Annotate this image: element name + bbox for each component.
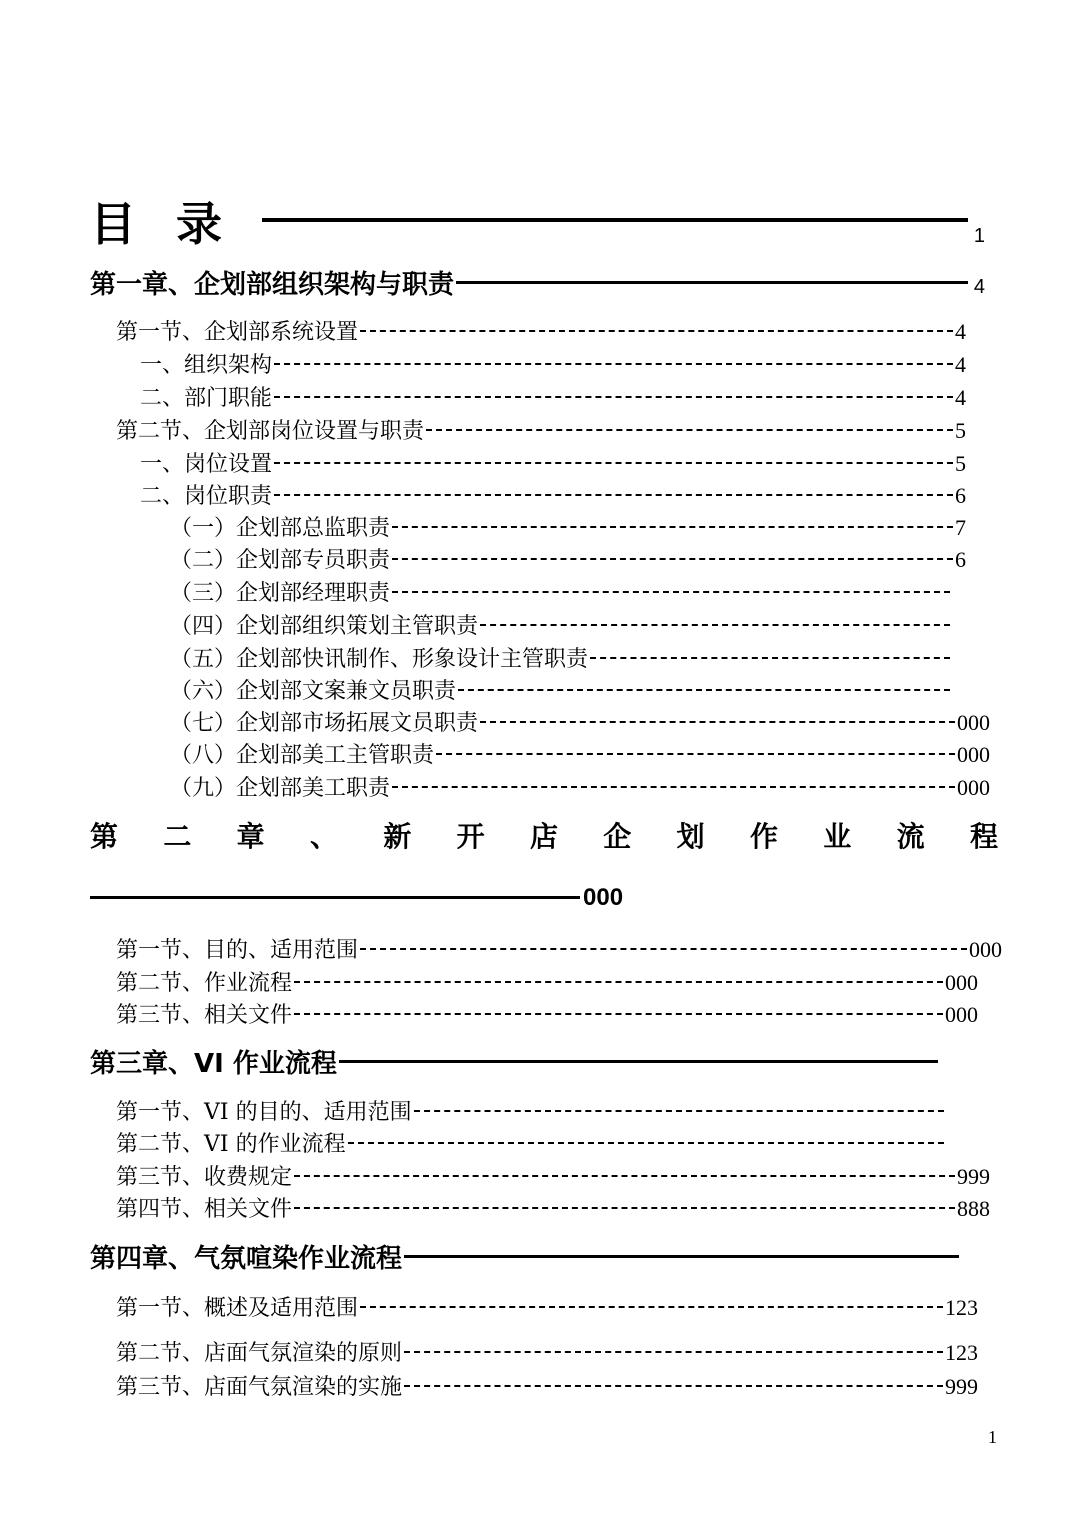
toc-entry-page: 000 xyxy=(945,970,978,995)
toc-entry-page: 123 xyxy=(945,1340,978,1365)
toc-entry-page: 7 xyxy=(955,515,966,540)
chapter-2-char: 第 xyxy=(90,820,119,853)
chapter-2-char: 划 xyxy=(676,820,705,853)
toc-entry-page: 4 xyxy=(955,352,966,377)
toc-entry xyxy=(116,414,966,445)
toc-entry xyxy=(170,771,990,802)
toc-entry-leader xyxy=(294,981,943,983)
toc-entry xyxy=(170,674,952,705)
toc-entry-page: 888 xyxy=(957,1196,990,1221)
toc-entry xyxy=(116,315,966,346)
toc-entry-label: 第一节、企划部系统设置 xyxy=(116,320,359,345)
toc-entry-page: 000 xyxy=(957,775,990,800)
toc-entry-page: 123 xyxy=(945,1295,978,1320)
toc-entry-label: 第二节、店面气氛渲染的原则 xyxy=(116,1341,403,1366)
toc-entry-leader xyxy=(590,657,950,659)
toc-entry-label: 第四节、相关文件 xyxy=(116,1197,293,1222)
chapter-2-char: 新 xyxy=(383,820,412,853)
toc-entry-label: 第三节、收费规定 xyxy=(116,1165,293,1190)
toc-entry-leader xyxy=(480,721,955,723)
toc-entry xyxy=(140,479,966,510)
chapter-2-char: 作 xyxy=(749,820,778,853)
toc-entry xyxy=(140,381,966,412)
chapter-1-leader xyxy=(456,281,968,284)
toc-entry xyxy=(116,1127,946,1158)
toc-entry-label: 一、组织架构 xyxy=(140,353,273,378)
toc-entry-label: 第二节、作业流程 xyxy=(116,971,293,996)
toc-entry xyxy=(116,1160,990,1191)
toc-entry xyxy=(140,447,966,478)
toc-entry-leader xyxy=(414,1110,944,1112)
toc-entry-label: （八）企划部美工主管职责 xyxy=(170,743,435,768)
toc-entry-label: （七）企划部市场拓展文员职责 xyxy=(170,711,479,736)
toc-entry-leader xyxy=(392,591,950,593)
toc-entry-leader xyxy=(294,1207,955,1209)
toc-entry-label: 第二节、企划部岗位设置与职责 xyxy=(116,419,425,444)
toc-entry xyxy=(116,1336,978,1367)
toc-entry-leader xyxy=(392,558,953,560)
toc-entry-label: 二、岗位职责 xyxy=(140,484,273,509)
toc-entry-leader xyxy=(392,786,955,788)
chapter-2-char: 业 xyxy=(823,820,852,853)
toc-entry xyxy=(170,511,966,542)
chapter-2-page: 000 xyxy=(583,884,624,911)
toc-entry-label: （一）企划部总监职责 xyxy=(170,516,391,541)
toc-entry-label: （九）企划部美工职责 xyxy=(170,776,391,801)
chapter-4-heading xyxy=(90,1238,965,1274)
chapter-1-label: 第一章、企划部组织架构与职责 xyxy=(90,270,455,300)
chapter-3-label: 第三章、VI 作业流程 xyxy=(90,1049,337,1079)
chapter-2-heading xyxy=(90,815,998,855)
chapter-3-leader xyxy=(339,1060,938,1063)
toc-entry xyxy=(170,642,952,673)
toc-entry-leader xyxy=(274,462,953,464)
toc-entry xyxy=(170,576,952,607)
toc-entry-leader xyxy=(360,1306,943,1308)
chapter-2-char: 程 xyxy=(969,820,998,853)
toc-entry-label: 二、部门职能 xyxy=(140,386,273,411)
toc-title xyxy=(90,188,985,248)
chapter-2-char: 章 xyxy=(236,820,265,853)
toc-entry-label: 第一节、目的、适用范围 xyxy=(116,938,359,963)
toc-entry xyxy=(116,1192,990,1223)
toc-entry-page: 4 xyxy=(955,385,966,410)
toc-entry xyxy=(116,1370,978,1401)
toc-title-page: 1 xyxy=(973,225,985,247)
toc-entry-label: （三）企划部经理职责 xyxy=(170,581,391,606)
toc-entry-label: 第二节、VI 的作业流程 xyxy=(116,1132,346,1157)
toc-entry-label: 第一节、VI 的目的、适用范围 xyxy=(116,1100,412,1125)
toc-entry-page: 6 xyxy=(955,483,966,508)
chapter-3-heading xyxy=(90,1043,944,1079)
toc-entry-page: 000 xyxy=(957,710,990,735)
toc-entry-leader xyxy=(404,1385,943,1387)
toc-entry-label: （五）企划部快讯制作、形象设计主管职责 xyxy=(170,647,589,672)
toc-entry-page: 6 xyxy=(955,547,966,572)
chapter-1-page: 4 xyxy=(973,276,985,298)
toc-entry xyxy=(116,998,978,1029)
chapter-1-heading xyxy=(90,264,985,300)
toc-entry-leader xyxy=(392,526,953,528)
toc-entry xyxy=(116,933,1002,964)
toc-entry-page: 5 xyxy=(955,418,966,443)
toc-entry-page: 000 xyxy=(957,742,990,767)
toc-entry-page: 999 xyxy=(957,1164,990,1189)
toc-entry xyxy=(116,966,978,997)
toc-entry-label: 第三节、店面气氛渲染的实施 xyxy=(116,1375,403,1400)
toc-entry xyxy=(170,738,990,769)
chapter-2-leader xyxy=(90,896,580,899)
toc-entry-label: （六）企划部文案兼文员职责 xyxy=(170,679,457,704)
chapter-4-label: 第四章、气氛喧染作业流程 xyxy=(90,1244,403,1274)
toc-entry-leader xyxy=(360,330,953,332)
toc-entry-label: （四）企划部组织策划主管职责 xyxy=(170,614,479,639)
toc-entry-label: 第一节、概述及适用范围 xyxy=(116,1296,359,1321)
toc-entry-leader xyxy=(274,363,953,365)
chapter-2-char: 二 xyxy=(163,820,192,853)
toc-entry xyxy=(116,1291,978,1322)
toc-entry-page: 999 xyxy=(945,1374,978,1399)
chapter-2-char: 流 xyxy=(896,820,925,853)
chapter-2-char: 、 xyxy=(309,820,338,853)
toc-entry-label: 第三节、相关文件 xyxy=(116,1003,293,1028)
toc-entry-leader xyxy=(294,1175,955,1177)
toc-entry-leader xyxy=(360,948,967,950)
toc-entry-leader xyxy=(480,624,950,626)
toc-entry-leader xyxy=(426,429,953,431)
toc-entry-page: 000 xyxy=(969,937,1002,962)
toc-entry xyxy=(170,706,990,737)
toc-title-label: 目录 xyxy=(90,197,262,248)
toc-entry-leader xyxy=(404,1351,943,1353)
footer-page-number: 1 xyxy=(988,1427,997,1447)
toc-entry-page: 000 xyxy=(945,1002,978,1027)
toc-entry xyxy=(116,1095,946,1126)
toc-entry-leader xyxy=(348,1142,944,1144)
chapter-2-char: 企 xyxy=(603,820,632,853)
toc-entry-label: 一、岗位设置 xyxy=(140,452,273,477)
toc-entry-leader xyxy=(294,1013,943,1015)
toc-entry-leader xyxy=(274,396,953,398)
toc-entry-page: 5 xyxy=(955,451,966,476)
toc-title-leader xyxy=(262,218,968,222)
chapter-4-leader xyxy=(404,1255,959,1258)
toc-entry-label: （二）企划部专员职责 xyxy=(170,548,391,573)
chapter-2-char: 开 xyxy=(456,820,485,853)
toc-entry-leader xyxy=(436,753,955,755)
toc-entry xyxy=(170,609,952,640)
toc-entry-leader xyxy=(458,689,950,691)
chapter-2-char: 店 xyxy=(529,820,558,853)
toc-entry xyxy=(140,348,966,379)
toc-entry-leader xyxy=(274,494,953,496)
toc-entry-page: 4 xyxy=(955,319,966,344)
toc-entry xyxy=(170,543,966,574)
